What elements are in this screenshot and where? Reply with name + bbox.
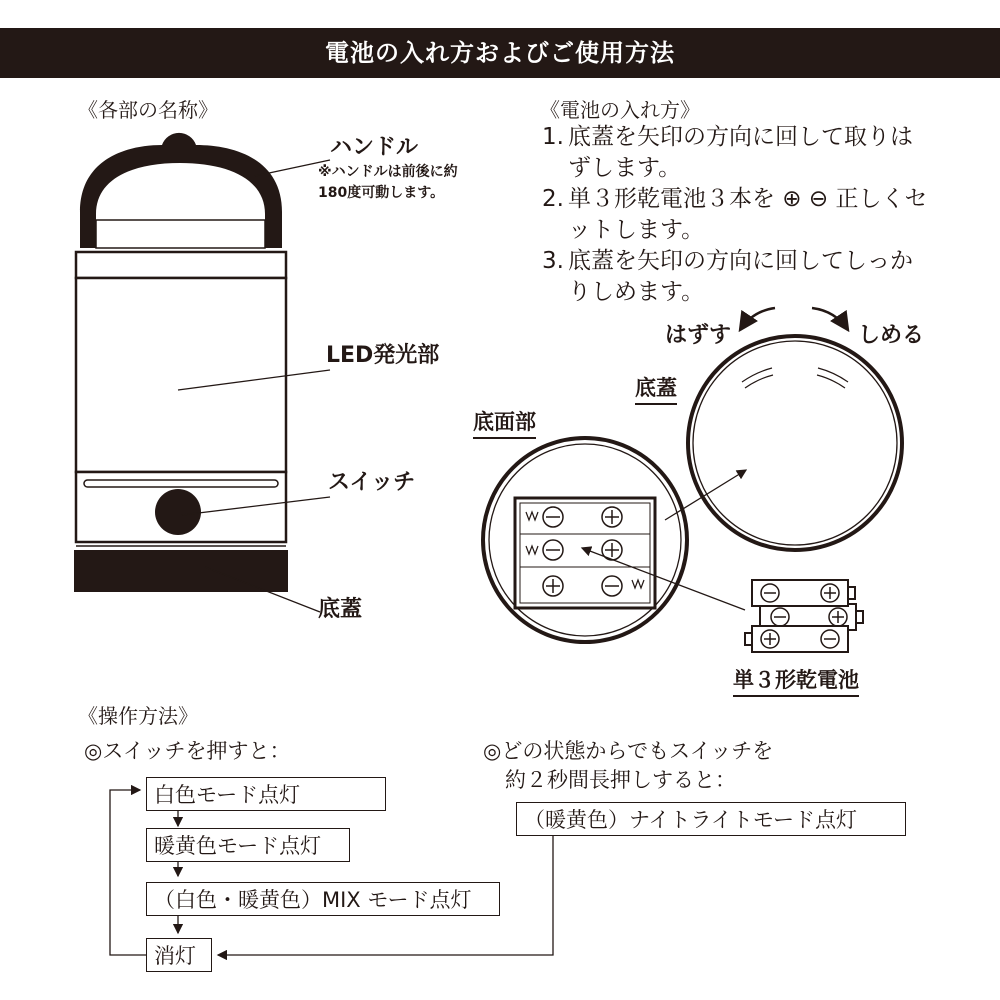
parts-heading: 《各部の名称》 bbox=[78, 98, 218, 122]
handle-note: ※ハンドルは前後に約180度可動します。 bbox=[318, 164, 458, 201]
lantern-illustration bbox=[74, 133, 288, 592]
label-bottom-face: 底面部 bbox=[473, 406, 536, 439]
step-number: 2. bbox=[542, 186, 564, 212]
battery-step-1 bbox=[542, 122, 932, 184]
label-battery: 単３形乾電池 bbox=[733, 664, 859, 697]
label-remove: はずす bbox=[665, 323, 732, 348]
label-bottom-cover: 底蓋 bbox=[318, 597, 363, 622]
mode-box-off: 消灯 bbox=[146, 938, 212, 972]
batteries-illustration bbox=[745, 580, 863, 652]
mode-box-warm: 暖黄色モード点灯 bbox=[146, 828, 350, 862]
battery-heading: 《電池の入れ方》 bbox=[540, 98, 700, 122]
long-press-line-2: 約２秒間長押しすると： bbox=[505, 768, 736, 792]
step-number: 1. bbox=[542, 124, 564, 150]
handle-band bbox=[96, 220, 265, 248]
label-close: しめる bbox=[858, 323, 925, 348]
battery-step-2 bbox=[542, 184, 932, 246]
step-number: 3. bbox=[542, 248, 564, 274]
bottom-cover-shape bbox=[74, 550, 288, 592]
label-switch: スイッチ bbox=[328, 470, 416, 495]
mode-box-mix: （白色・暖黄色）MIX モード点灯 bbox=[146, 882, 500, 916]
lantern-top-ring bbox=[76, 252, 286, 278]
led-body bbox=[76, 278, 286, 472]
battery-compartment-illustration bbox=[483, 438, 687, 642]
long-press-line-1: ◎どの状態からでもスイッチを bbox=[483, 739, 774, 763]
operation-heading: 《操作方法》 bbox=[78, 704, 198, 728]
label-cover: 底蓋 bbox=[635, 372, 677, 405]
step-text: 底蓋を矢印の方向に回して取りはずします。 bbox=[568, 124, 913, 181]
bottom-cover-illustration bbox=[688, 336, 902, 550]
label-led: LED発光部 bbox=[326, 343, 440, 368]
switch-button bbox=[155, 489, 201, 535]
step-text: 底蓋を矢印の方向に回してしっかりしめます。 bbox=[568, 248, 913, 305]
flow-connectors bbox=[110, 790, 553, 955]
page-title: 電池の入れ方およびご使用方法 bbox=[325, 39, 675, 67]
step-text: 単３形乾電池３本を ⊕ ⊖ 正しくセットします。 bbox=[568, 186, 928, 243]
night-mode-box: （暖黄色）ナイトライトモード点灯 bbox=[516, 802, 906, 836]
press-instruction: ◎スイッチを押すと： bbox=[84, 739, 291, 763]
label-handle: ハンドル bbox=[330, 135, 419, 160]
battery-step-3 bbox=[542, 246, 932, 308]
mode-box-white: 白色モード点灯 bbox=[146, 777, 386, 811]
